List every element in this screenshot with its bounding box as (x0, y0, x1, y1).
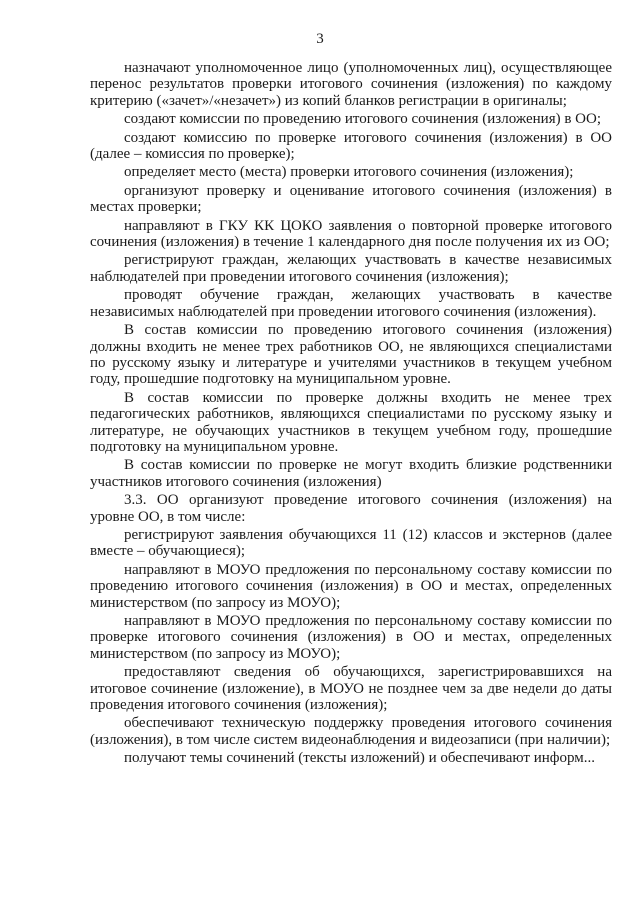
paragraph: регистрируют граждан, желающих участвовать в качестве независимых наблюдателей при проведении итогового сочинения (изложения); (90, 252, 612, 285)
paragraph: В состав комиссии по проверке должны входить не менее трех педагогических работников, являющихся специалистами по русскому языку и литературе, не обучающих участников в текущем учебном году, прошедшие подготовку на муниципальном уровне. (90, 389, 612, 455)
paragraph: определяет место (места) проверки итогового сочинения (изложения); (124, 164, 574, 181)
paragraph: назначают уполномоченное лицо (уполномоченных лиц), осуществляющее перенос результатов проверки итогового сочинения (изложения) по каждому критерию («зачет»/«незачет») из копий бланков регистрации в оригиналы; (90, 60, 612, 109)
paragraph: создают комиссии по проведению итогового сочинения (изложения) в ОО; (124, 111, 602, 128)
paragraph: направляют в МОУО предложения по персональному составу комиссии по проверке итогового сочинения (изложения) в ОО и местах, определенных министерством (по запросу из МОУО); (90, 613, 612, 662)
paragraph: создают комиссию по проверке итогового сочинения (изложения) в ОО (далее – комиссия по проверке); (90, 129, 612, 163)
paragraph: регистрируют заявления обучающихся 11 (12) классов и экстернов (далее вместе – обучающиеся); (90, 526, 612, 560)
paragraph: получают темы сочинений (тексты изложений) и обеспечивают информ... (124, 750, 596, 767)
paragraph: обеспечивают техническую поддержку проведения итогового сочинения (изложения), в том числе систем видеонаблюдения и видеозаписи (при наличии); (90, 715, 612, 748)
paragraph: В состав комиссии по проверке не могут входить близкие родственники участников итогового сочинения (изложения) (90, 457, 612, 490)
document-body (90, 60, 612, 769)
paragraph: организуют проверку и оценивание итогового сочинения (изложения) в местах проверки; (90, 182, 612, 216)
paragraph: направляют в ГКУ КК ЦОКО заявления о повторной проверке итогового сочинения (изложения) в течение 1 календарного дня после получения их из ОО; (90, 217, 612, 251)
paragraph: направляют в МОУО предложения по персональному составу комиссии по проведению итогового сочинения (изложения) в ОО и местах, определенных министерством (по запросу из МОУО); (90, 561, 612, 611)
paragraph: проводят обучение граждан, желающих участвовать в качестве независимых наблюдателей при проведении итогового сочинения (изложения). (90, 287, 612, 320)
section-heading: 3.3. ОО организуют проведение итогового сочинения (изложения) на уровне ОО, в том числе: (90, 492, 612, 525)
page-number: 3 (316, 31, 324, 47)
paragraph: предоставляют сведения об обучающихся, зарегистрировавшихся на итоговое сочинение (изложение), в МОУО не позднее чем за две недели до даты проведения итогового сочинения (изложения); (90, 664, 612, 714)
paragraph: В состав комиссии по проведению итогового сочинения (изложения) должны входить не менее трех работников ОО, не являющихся специалистами по русскому языку и литературе и учителями участников в текущем учебном году, прошедшие подготовку на муниципальном уровне. (90, 322, 612, 388)
